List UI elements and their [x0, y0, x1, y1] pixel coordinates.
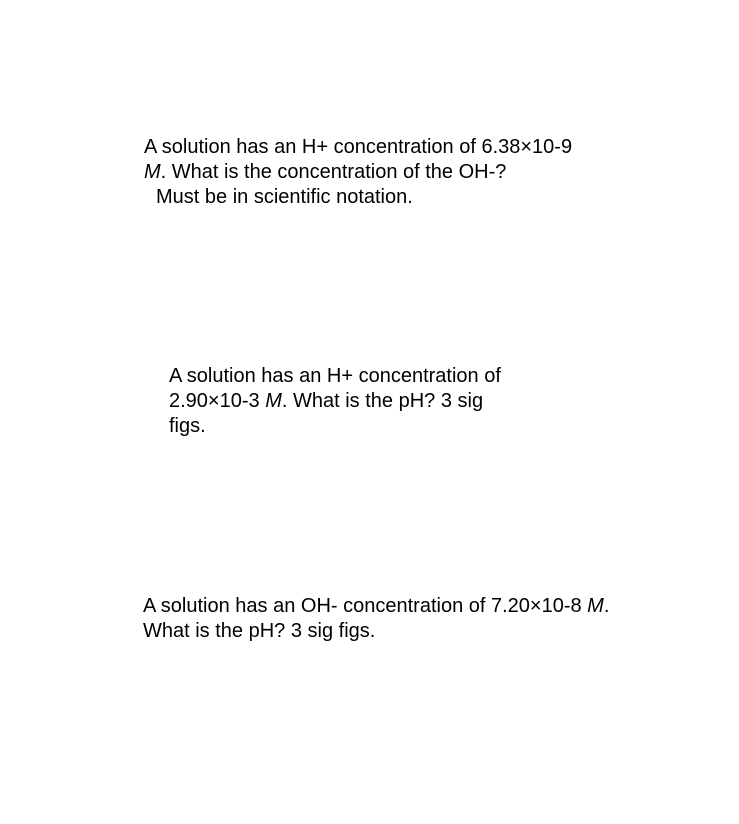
question-1-line-2-text: . What is the concentration of the OH-?: [160, 161, 507, 183]
question-3-line-1: [143, 594, 609, 619]
question-3-line-2: What is the pH? 3 sig figs.: [143, 620, 376, 642]
molarity-unit: M: [265, 390, 282, 412]
question-3-line-1-end: .: [603, 595, 610, 617]
molarity-unit: M: [144, 161, 161, 183]
question-3-line-1-text: A solution has an OH- concentration of 7.20×10-8: [143, 595, 588, 617]
question-2-line-2-text: . What is the pH? 3 sig: [281, 390, 484, 412]
question-2-line-2-value: 2.90×10-3: [169, 390, 266, 412]
question-1-line-1: A solution has an H+ concentration of 6.38×10-9: [144, 136, 573, 158]
question-1: [144, 135, 572, 210]
question-1-line-3: Must be in scientific notation.: [156, 186, 413, 208]
question-2-line-1: A solution has an H+ concentration of: [169, 365, 501, 387]
question-2-line-2: [169, 389, 501, 414]
question-3: [143, 594, 609, 644]
molarity-unit: M: [587, 595, 604, 617]
question-2-line-3: figs.: [169, 415, 206, 437]
question-2: [169, 364, 501, 439]
question-1-line-2: [144, 160, 572, 185]
